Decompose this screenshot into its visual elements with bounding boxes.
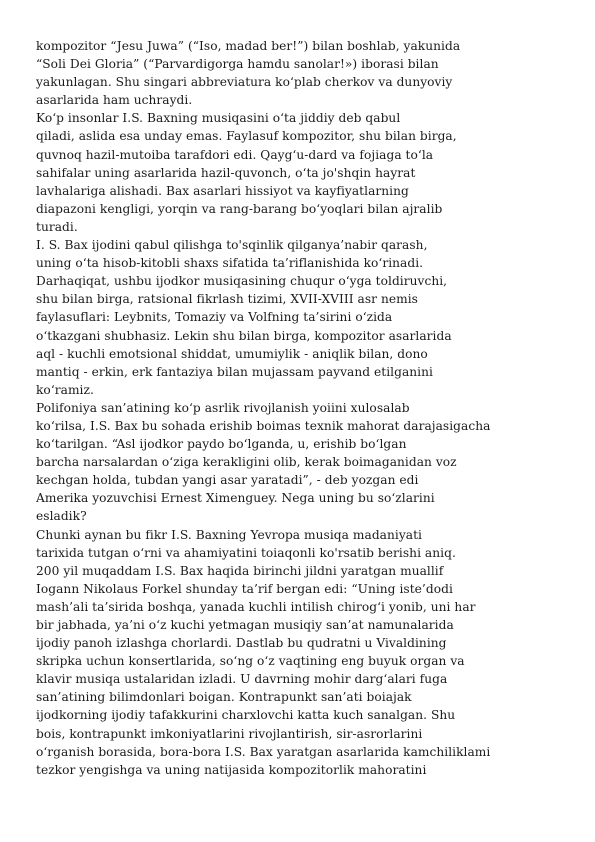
text-line: Darhaqiqat, ushbu ijodkor musiqasining chuqur o‘yga toldiruvchi, <box>36 274 448 289</box>
text-line: mash’ali ta’sirida boshqa, yanada kuchli intilish chirog‘i yonib, uni har <box>36 599 476 614</box>
text-line: sahifalar uning asarlarida hazil-quvonch, o‘ta jo'shqin hayrat <box>36 165 416 180</box>
text-line: quvnoq hazil-mutoiba tarafdori edi. Qayg‘u-dard va fojiaga to‘la <box>36 147 434 162</box>
text-line: diapazoni kengligi, yorqin va rang-barang bo‘yoqlari bilan ajralib <box>36 201 443 216</box>
text-line: bir jabhada, ya’ni o‘z kuchi yetmagan musiqiy san’at namunalarida <box>36 618 454 632</box>
text-line: faylasuflari: Leybnits, Tomaziy va Volfning ta’sirini o‘zida <box>36 310 393 325</box>
text-line: klavir musiqa ustalaridan izladi. U davrning mohir darg‘alari fuga <box>36 672 448 687</box>
text-line: san’atining bilimdonlari boigan. Kontrapunkt san’ati boiajak <box>36 690 412 705</box>
text-line: uning o‘ta hisob-kitobli shaxs sifatida ta’riflanishida ko‘rinadi. <box>36 256 424 271</box>
text-line: mantiq - erkin, erk fantaziya bilan mujassam payvand etilganini <box>36 364 433 379</box>
text-line: Polifoniya san’atining ko‘p asrlik rivojlanish yoiini xulosalab <box>36 400 410 415</box>
text-line: Amerika yozuvchisi Ernest Ximenguey. Nega uning bu so‘zlarini <box>36 491 435 506</box>
text-line: ijodiy panoh izlashga chorlardi. Dastlab bu qudratni u Vivaldining <box>36 636 447 651</box>
text-line: asarlarida ham uchraydi. <box>36 93 193 108</box>
text-line: skripka uchun konsertlarida, so‘ng o‘z vaqtining eng buyuk organ va <box>36 654 465 669</box>
text-line: yakunlagan. Shu singari abbreviatura ko‘plab cherkov va dunyoviy <box>36 75 453 90</box>
text-line: Ko‘p insonlar I.S. Baxning musiqasini o‘ta jiddiy deb qabul <box>36 111 401 126</box>
text-line: bois, kontrapunkt imkoniyatlarini rivojlantirish, sir-asrorlarini <box>36 726 423 741</box>
text-line: 200 yil muqaddam I.S. Bax haqida birinchi jildni yaratgan muallif <box>36 563 444 578</box>
text-line: turadi. <box>36 219 78 234</box>
text-line: shu bilan birga, ratsional fikrlash tizimi, XVII-XVIII asr nemis <box>36 292 418 307</box>
text-line: o‘rganish borasida, bora-bora I.S. Bax yaratgan asarlarida kamchiliklami <box>36 744 491 759</box>
text-line: lavhalariga alishadi. Bax asarlari hissiyot va kayfiyatlarning <box>36 183 409 198</box>
text-line: ko‘ramiz. <box>36 382 94 397</box>
text-line: Iogann Nikolaus Forkel shunday ta’rif bergan edi: “Uning iste’dodi <box>36 581 453 596</box>
text-line: Chunki aynan bu fikr I.S. Baxning Yevropa musiqa madaniyati <box>36 527 422 542</box>
text-line: barcha narsalardan o‘ziga kerakligini olib, kerak boimaganidan voz <box>36 455 457 470</box>
text-line: “Soli Dei Gloria” (“Parvardigorga hamdu sanolar!») iborasi bilan <box>36 57 439 72</box>
body-text <box>36 37 576 779</box>
text-line: esladik? <box>36 509 87 524</box>
text-line: tezkor yengishga va uning natijasida kompozitorlik mahoratini <box>36 762 427 777</box>
text-line: ko‘rilsa, I.S. Bax bu sohada erishib boimas texnik mahorat darajasigacha <box>36 418 491 433</box>
text-line: ko‘tarilgan. “Asl ijodkor paydo bo‘lganda, u, erishib bo‘lgan <box>36 437 407 452</box>
text-line: tarixida tutgan o‘rni va ahamiyatini toiaqonli ko'rsatib berishi aniq. <box>36 545 456 560</box>
text-line: kechgan holda, tubdan yangi asar yaratadi”, - deb yozgan edi <box>36 473 419 488</box>
text-line: I. S. Bax ijodini qabul qilishga to'sqinlik qilganya’nabir qarash, <box>36 238 428 253</box>
text-line: ijodkorning ijodiy tafakkurini charxlovchi katta kuch sanalgan. Shu <box>36 708 456 723</box>
text-line: o‘tkazgani shubhasiz. Lekin shu bilan birga, kompozitor asarlarida <box>36 328 452 343</box>
text-line: aql - kuchli emotsional shiddat, umumiylik - aniqlik bilan, dono <box>36 346 428 361</box>
text-line: kompozitor “Jesu Juwa” (“Iso, madad ber!”) bilan boshlab, yakunida <box>36 39 461 53</box>
text-line: qiladi, aslida esa unday emas. Faylasuf kompozitor, shu bilan birga, <box>36 129 457 144</box>
